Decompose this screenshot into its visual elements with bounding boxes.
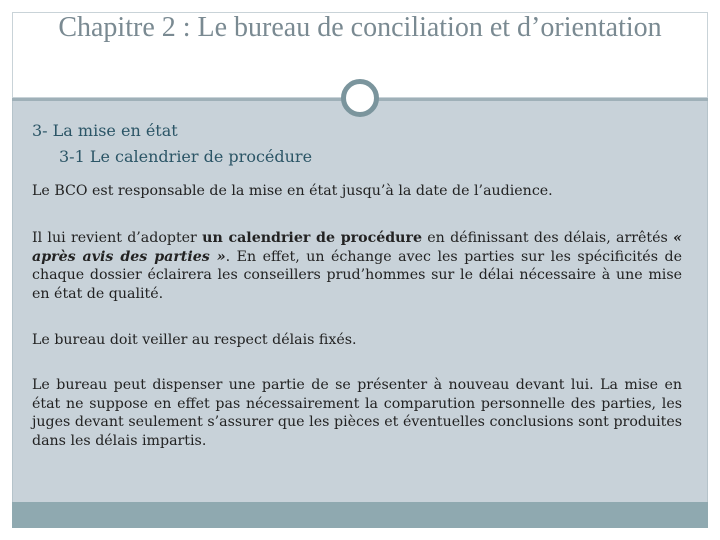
slide-title: Chapitre 2 : Le bureau de conciliation et d’orientation [58, 12, 662, 43]
paragraph-text: . En effet, un échange avec les parties sur les spécificités de chaque dossier éclairera les conseillers prud’hommes sur le délai nécessaire à une mise en état de qualité. [32, 248, 682, 302]
paragraph-bco-responsibility: Le BCO est responsable de la mise en état jusqu’à la date de l’audience. [32, 183, 553, 199]
paragraph-delais: Le bureau doit veiller au respect délais fixés. [32, 332, 357, 348]
paragraph-dispense: Le bureau peut dispenser une partie de se présenter à nouveau devant lui. La mise en état ne suppose en effet pas nécessairement la comparution personnelle des parties, les juges devant seulement s’assurer que les pièces et éventuelles conclusions sont produites dans les délais impartis. [32, 377, 682, 449]
section-heading: 3- La mise en état [32, 121, 178, 140]
footer-bar [12, 502, 708, 528]
paragraph-text: Il lui revient d’adopter [32, 230, 203, 246]
emphasis-apres-avis: « après avis des parties » [32, 230, 682, 265]
paragraph-text: en définissant des délais, arrêtés [421, 230, 674, 246]
section-subheading: 3-1 Le calendrier de procédure [59, 147, 313, 166]
emphasis-calendrier: un calendrier de procédure [202, 230, 422, 246]
paragraph-calendrier [32, 229, 682, 303]
circle-ornament-icon [341, 79, 379, 117]
